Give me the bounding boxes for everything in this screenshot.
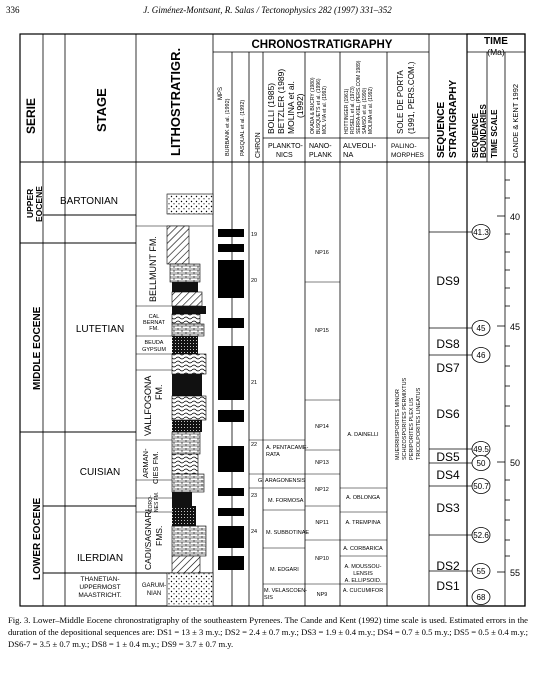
formation-corones-1: CORO- (148, 495, 154, 512)
header-sole-1: SOLE DE PORTA (396, 70, 405, 134)
formation-beuda-1: BEUDA (144, 340, 164, 346)
formation-beuda-2: GYPSUM (142, 347, 166, 353)
svg-text:49.5: 49.5 (473, 445, 489, 454)
boundary-circle (472, 225, 490, 240)
serie-lower: LOWER EOCENE (32, 497, 43, 580)
nano-zone: NP14 (315, 424, 329, 430)
alv-zone: A. CORBARICA (343, 546, 383, 552)
header-litho: LITHOSTRATIGR. (168, 47, 183, 156)
plankto-ref: BETZLER (1989) (276, 68, 286, 134)
sequence-label: DS8 (436, 337, 460, 351)
alv-ref: MOLINA et al. (1992) (368, 87, 374, 134)
formation-armancies-1: ARMAN- (141, 448, 150, 478)
palino-line: MUERRIISPORITES MINOR (395, 389, 401, 460)
formation-calbernat-1: CAL (148, 314, 160, 320)
header-pascual: PASQUAL et al. (1992) (240, 99, 246, 156)
alv-ref: SERRA-KIEL (PERS.COM 1989) (356, 60, 362, 134)
nano-ref: OKADA & BUCRY (1980) (310, 77, 316, 134)
time-scale-labels (510, 212, 520, 578)
svg-text:55: 55 (476, 567, 486, 576)
serie-upper-2: EOCENE (34, 186, 44, 222)
header-timescale-1: TIME SCALE (490, 109, 499, 158)
header-alv-1: ALVEOLI- (343, 141, 377, 150)
time-tick: 50 (510, 458, 521, 468)
svg-text:46: 46 (476, 351, 486, 360)
svg-text:50.7: 50.7 (473, 482, 489, 491)
boundary-circle (472, 528, 490, 543)
formation-corones-2: NES FM. (154, 491, 160, 512)
header-palino-1: PALINO- (391, 143, 417, 150)
formation-cadi-1: CADI/SAGNARI (143, 509, 153, 570)
header-stage: STAGE (94, 88, 109, 132)
formation-bellmunt: BELLMUNT FM. (148, 236, 158, 302)
boundary-circle (472, 348, 490, 363)
svg-text:41.3: 41.3 (473, 228, 489, 237)
formation-calbernat-2: BERNAT (143, 320, 165, 326)
header-timescale-2: CANDE & KENT 1992 (511, 83, 520, 158)
plankto-ref: MOLINA et al. (286, 81, 296, 134)
svg-text:45: 45 (476, 324, 486, 333)
sequence-label: DS7 (436, 361, 460, 375)
nano-zone: NP10 (315, 556, 329, 562)
nano-zone: NP16 (315, 250, 329, 256)
stage-cuisian: CUISIAN (79, 467, 121, 478)
serie-upper-1: UPPER (25, 188, 35, 218)
boundary-circle (472, 321, 490, 336)
magnetostratigraphy-column (218, 229, 244, 570)
alv-zone: A. MOUSSOU-LENSIS (344, 564, 382, 577)
nano-zone: NP13 (315, 460, 329, 466)
sequence-label: DS6 (436, 407, 460, 421)
chron-label: 22 (251, 442, 258, 448)
header-chrono: CHRONOSTRATIGRAPHY (251, 39, 393, 51)
boundary-circle (472, 590, 490, 605)
nano-zone: NP15 (315, 328, 329, 334)
boundary-circle (472, 564, 490, 579)
header-nano-2: PLANK (309, 152, 332, 159)
chron-label: 21 (251, 380, 258, 386)
header-sole-2: (1991, PERS.COM.) (407, 61, 416, 134)
svg-text:50: 50 (476, 459, 486, 468)
header-nano-1: NANO- (309, 143, 332, 150)
header-time-1: TIME (484, 36, 508, 47)
chron-column (251, 232, 257, 535)
palino-line: TRICOLPORITES LINEATUS (416, 387, 422, 460)
alv-ref: SAMSÓ et al. (1990) (362, 87, 368, 134)
alv-zone: A. ELLIPSOID. (344, 578, 382, 584)
time-tick: 55 (510, 568, 521, 578)
stage-lutetian: LUTETIAN (75, 324, 125, 335)
chron-label: 23 (251, 493, 258, 499)
time-scale (497, 162, 510, 606)
sequence-label: DS9 (436, 274, 460, 288)
header-seq-2: STRATIGRAPHY (448, 79, 459, 158)
formation-vallfogona-1: VALLFOGONA (143, 375, 153, 436)
alv-zone: A. TREMPINA (345, 520, 381, 526)
stage-bartonian: BARTONIAN (60, 196, 118, 207)
page-number: 336 (6, 5, 20, 15)
header-seqbound-1: SEQUENCE (471, 113, 480, 158)
svg-text:68: 68 (476, 593, 486, 602)
nano-ref: BUSQUETS et al. (1996) (316, 78, 322, 134)
plankto-ref: BOLLI (1985) (266, 82, 276, 134)
litho-column (136, 194, 213, 606)
formation-garumnian-1: GARUM- (141, 583, 167, 589)
boundary-circle (472, 442, 490, 457)
stage-ilerdian: ILERDIAN (76, 553, 124, 564)
header-plankto-2: NICS (276, 152, 293, 159)
header-plankto-refs (266, 69, 305, 134)
column-headers (24, 36, 520, 159)
plankto-zone: M. SUBBOTINAE (266, 530, 310, 536)
chron-label: 20 (251, 278, 258, 284)
sequence-label: DS4 (436, 468, 460, 482)
time-tick: 40 (510, 212, 521, 222)
chron-label: 19 (251, 232, 258, 238)
plankto-zone: M. VELASCOEN-SIS (264, 588, 308, 601)
sequence-label: DS2 (436, 559, 460, 573)
header-palino-2: MORPHES (391, 152, 424, 159)
header-serie: SERIE (24, 97, 38, 134)
header-burbank: BURBANK et al. (1992) (225, 98, 231, 156)
header-mps: MPS (218, 86, 224, 100)
serie-column (20, 186, 136, 580)
running-head: J. Giménez-Montsant, R. Salas / Tectonophysics 282 (1997) 331–352 (143, 5, 392, 15)
alv-ref: HOTTINGER (1961) (344, 88, 350, 134)
nannoplankton-column (305, 250, 340, 598)
boundary-circle (472, 479, 490, 494)
planktonics-column (249, 440, 309, 601)
plankto-ref: (1992) (295, 93, 305, 118)
sequence-column (429, 232, 475, 593)
formation-garumnian-2: NIAN (146, 591, 162, 597)
nano-zone: NP9 (316, 592, 328, 598)
stage-thanetian: THANETIAN-UPPERMOST MAASTRICHT. (78, 576, 122, 599)
header-plankto-1: PLANKTO- (268, 143, 303, 150)
palino-line: SCHIZOSPORITES PERMIXTUS (402, 377, 408, 460)
formation-calbernat-3: FM. (149, 326, 159, 332)
plankto-zone: M. FORMOSA (268, 498, 304, 504)
alv-ref: ROSELL et al. (1973) (350, 86, 356, 134)
time-tick: 45 (510, 322, 521, 332)
serie-middle: MIDDLE EOCENE (32, 306, 43, 390)
formation-vallfogona-2: FM. (154, 384, 164, 400)
boundary-circle (472, 456, 490, 471)
alv-zone: A. DAINELLI (347, 432, 379, 438)
nano-zone: NP12 (315, 487, 329, 493)
palino-line: PERIPORITES PLEX LIS (409, 397, 415, 460)
svg-text:52.6: 52.6 (473, 531, 489, 540)
nano-ref: MOL VIA et al. (1992) (322, 86, 328, 134)
sequence-boundaries (472, 225, 490, 605)
alv-zone: A. CUCUMIFOR (342, 588, 384, 594)
nano-zone: NP11 (315, 520, 329, 526)
formation-armancies-2: CIES FM. (151, 451, 160, 484)
plankto-zone: M. EDGARI (270, 567, 299, 573)
header-time-2: (Ma) (487, 47, 505, 57)
formation-cadi-2: FMS. (154, 525, 164, 546)
palinomorphs-column (395, 377, 422, 460)
sequence-label: DS5 (436, 450, 460, 464)
header-nano-refs (310, 77, 328, 134)
header-seq-1: SEQUENCE (436, 101, 447, 158)
header-chron: CHRON (255, 132, 262, 158)
chron-label: 24 (251, 529, 258, 535)
header-seqbound-2: BOUNDARIES (479, 104, 488, 158)
plankto-zone: G. ARAGONENSIS (258, 478, 306, 484)
sequence-label: DS1 (436, 579, 460, 593)
header-alv-2: NA (343, 150, 354, 159)
alv-zone: A. OBLONGA (346, 495, 380, 501)
sequence-label: DS3 (436, 501, 460, 515)
plankto-zone: A. PENTACAME-RATA (266, 445, 309, 458)
alveolina-column (340, 432, 387, 594)
header-alv-refs (344, 60, 374, 134)
figure-caption: Fig. 3. Lower–Middle Eocene chronostratigraphy of the southeastern Pyrenees. The Cande and Kent (1992) time scale is used. Estimated errors in the duration of the depositional sequences are: DS1 = 13 ± 3 m.y.; DS2 = 2.4 ± 0.7 m.y.; DS3 = 1.9 ± 0.4 m.y.; DS4 = 0.7 ± 0.5 m.y.; DS5 = 0.5 ± 0.4 m.y.; DS6-7 = 3.5 ± 0.7 m.y.; DS8 = 1 ± 0.4 m.y.; DS9 = 3.7 ± 0.7 m.y. (8, 615, 528, 649)
